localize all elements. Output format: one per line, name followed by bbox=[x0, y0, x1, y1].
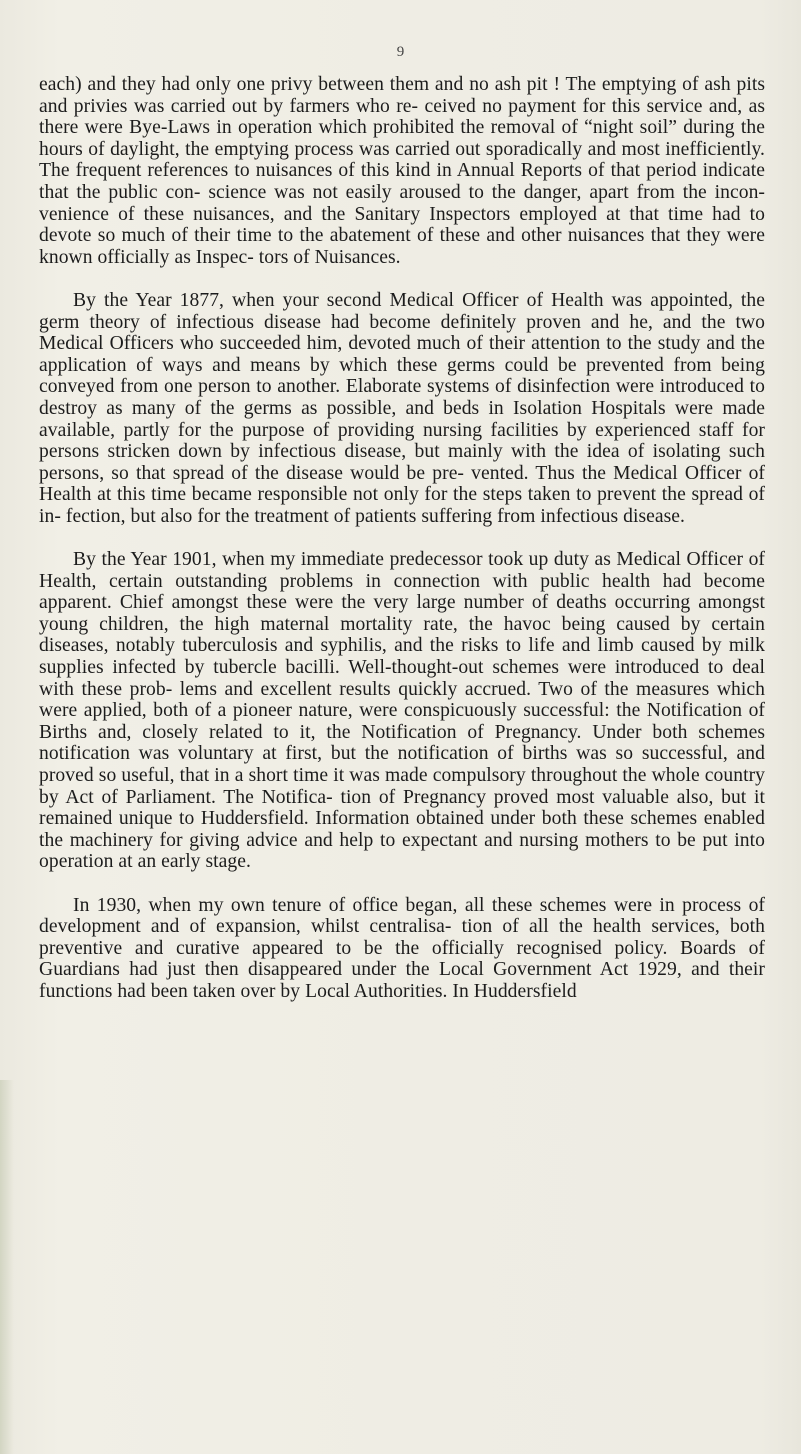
paragraph-1877: By the Year 1877, when your second Medical Officer of Health was appointed, the germ theory of infectious disease had become definitely proven and he, and the two Medical Officers who succeeded him, devoted much of their attention to the study and the application of ways and means by which these germs could be prevented from being conveyed from one person to another. Elaborate systems of disinfection were introduced to destroy as many of the germs as possible, and beds in Isolation Hospitals were made available, partly for the purpose of providing nursing facilities by experienced staff for persons stricken down by infectious disease, but mainly with the idea of isolating such persons, so that spread of the disease would be pre- vented. Thus the Medical Officer of Health at this time became responsible not only for the steps taken to prevent the spread of in- fection, but also for the treatment of patients suffering from infectious disease. bbox=[39, 289, 765, 527]
page-number: 9 bbox=[396, 44, 405, 60]
body-text bbox=[39, 74, 765, 1024]
paragraph-continuation: each) and they had only one privy between them and no ash pit ! The emptying of ash pits and privies was carried out by farmers who re- ceived no payment for this service and, as there were Bye-Laws in operation which prohibited the removal of “night soil” during the hours of daylight, the emptying process was carried out sporadically and most inefficiently. The frequent references to nuisances of this kind in Annual Reports of that period indicate that the public con- science was not easily aroused to the danger, apart from the incon- venience of these nuisances, and the Sanitary Inspectors employed at that time had to devote so much of their time to the abatement of these and other nuisances that they were known officially as Inspec- tors of Nuisances. bbox=[39, 74, 765, 268]
page-edge-shadow bbox=[0, 1080, 14, 1454]
paragraph-1901: By the Year 1901, when my immediate predecessor took up duty as Medical Officer of Health, certain outstanding problems in connection with public health had become apparent. Chief amongst these were the very large number of deaths occurring amongst young children, the high maternal mortality rate, the havoc being caused by certain diseases, notably tuberculosis and syphilis, and the risks to life and limb caused by milk supplies infected by tubercle bacilli. Well-thought-out schemes were introduced to deal with these prob- lems and excellent results quickly accrued. Two of the measures which were applied, both of a pioneer nature, were conspicuously successful: the Notification of Births and, closely related to it, the Notification of Pregnancy. Under both schemes notification was voluntary at first, but the notification of births was so successful, and proved so useful, that in a short time it was made compulsory throughout the whole country by Act of Parliament. The Notifica- tion of Pregnancy proved most valuable also, but it remained unique to Huddersfield. Information obtained under both these schemes enabled the machinery for giving advice and help to expectant and nursing mothers to be put into operation at an early stage. bbox=[39, 549, 765, 873]
paragraph-1930: In 1930, when my own tenure of office began, all these schemes were in process of development and of expansion, whilst centralisa- tion of all the health services, both preventive and curative appeared to be the officially recognised policy. Boards of Guardians had just then disappeared under the Local Government Act 1929, and their functions had been taken over by Local Authorities. In Huddersfield bbox=[39, 894, 765, 1002]
